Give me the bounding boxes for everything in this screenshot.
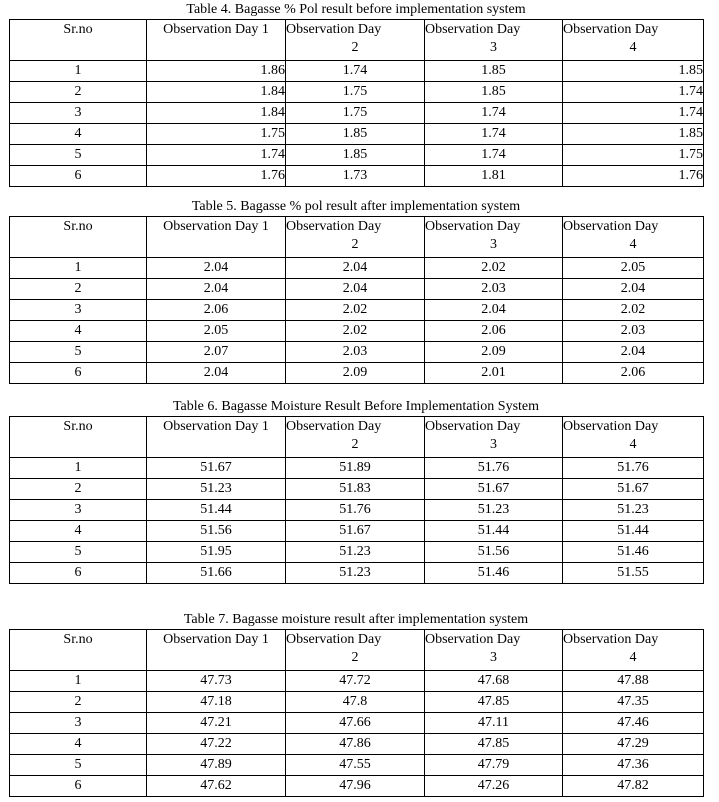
cell-value: 47.55: [286, 755, 425, 776]
cell-value: 2.09: [286, 363, 425, 384]
table-row: [10, 342, 704, 363]
cell-srno: 5: [10, 542, 147, 563]
cell-srno: 5: [10, 145, 147, 166]
cell-value: 47.85: [425, 734, 563, 755]
cell-srno: 6: [10, 776, 147, 797]
data-table: [9, 416, 704, 584]
cell-value: 2.05: [147, 321, 286, 342]
cell-value: 2.06: [563, 363, 704, 384]
cell-srno: 5: [10, 342, 147, 363]
table-row: [10, 363, 704, 384]
header-day-label: Observation Day: [286, 419, 382, 434]
cell-value: 1.73: [286, 166, 425, 187]
cell-value: 47.79: [425, 755, 563, 776]
cell-value: 47.22: [147, 734, 286, 755]
cell-value: 2.03: [563, 321, 704, 342]
cell-value: 2.09: [425, 342, 563, 363]
table-row: [10, 279, 704, 300]
cell-value: 1.85: [563, 61, 704, 82]
table-row: [10, 124, 704, 145]
cell-srno: 2: [10, 279, 147, 300]
header-day-3: [425, 20, 563, 61]
header-day-label: Observation Day: [286, 632, 382, 647]
cell-value: 51.56: [147, 521, 286, 542]
cell-value: 2.02: [286, 321, 425, 342]
cell-value: 1.75: [286, 82, 425, 103]
table-caption: Table 7. Bagasse moisture result after implementation system: [183, 612, 529, 627]
cell-srno: 1: [10, 258, 147, 279]
header-day-3: [425, 217, 563, 258]
cell-value: 47.29: [563, 734, 704, 755]
header-row: [10, 20, 704, 61]
table-header: [10, 417, 704, 458]
cell-value: 47.66: [286, 713, 425, 734]
header-day-label: Observation Day: [563, 22, 659, 37]
table-body: [10, 458, 704, 584]
header-day-4: [563, 217, 704, 258]
cell-value: 51.76: [286, 500, 425, 521]
cell-srno: 3: [10, 713, 147, 734]
cell-value: 2.03: [425, 279, 563, 300]
header-day-4: [563, 417, 704, 458]
cell-value: 51.67: [286, 521, 425, 542]
cell-value: 2.04: [286, 279, 425, 300]
cell-value: 47.68: [425, 671, 563, 692]
cell-value: 51.76: [563, 458, 704, 479]
table-caption: Table 5. Bagasse % pol result after implementation system: [191, 199, 521, 214]
cell-value: 1.74: [286, 61, 425, 82]
table-row: [10, 145, 704, 166]
cell-srno: 2: [10, 82, 147, 103]
cell-value: 51.76: [425, 458, 563, 479]
table-row: [10, 300, 704, 321]
header-srno: Sr.no: [10, 630, 147, 671]
cell-value: 51.46: [563, 542, 704, 563]
cell-value: 2.06: [147, 300, 286, 321]
header-day-4: [563, 630, 704, 671]
table-header: [10, 217, 704, 258]
header-day-number: 2: [351, 650, 359, 665]
table-header: [10, 630, 704, 671]
header-day-2: [286, 417, 425, 458]
header-row: [10, 417, 704, 458]
cell-value: 1.74: [563, 82, 704, 103]
cell-value: 2.04: [147, 258, 286, 279]
table-row: [10, 166, 704, 187]
header-day-1: Observation Day 1: [147, 630, 286, 671]
header-srno: Sr.no: [10, 417, 147, 458]
header-day-number: 2: [351, 40, 359, 55]
header-day-label: Observation Day: [425, 219, 521, 234]
cell-value: 47.73: [147, 671, 286, 692]
table-block-5: [9, 198, 703, 384]
cell-srno: 3: [10, 103, 147, 124]
cell-value: 47.36: [563, 755, 704, 776]
cell-srno: 4: [10, 321, 147, 342]
table-block-7: [9, 611, 703, 797]
table-row: [10, 563, 704, 584]
table-body: [10, 671, 704, 797]
table-row: [10, 458, 704, 479]
cell-value: 1.76: [563, 166, 704, 187]
cell-value: 47.82: [563, 776, 704, 797]
table-row: [10, 479, 704, 500]
header-day-2: [286, 217, 425, 258]
header-day-number: 3: [490, 650, 497, 665]
cell-srno: 3: [10, 300, 147, 321]
header-row: [10, 630, 704, 671]
cell-value: 51.44: [425, 521, 563, 542]
cell-value: 47.86: [286, 734, 425, 755]
cell-value: 1.76: [147, 166, 286, 187]
cell-srno: 1: [10, 458, 147, 479]
cell-value: 47.11: [425, 713, 563, 734]
cell-value: 2.07: [147, 342, 286, 363]
cell-value: 51.67: [563, 479, 704, 500]
table-row: [10, 755, 704, 776]
cell-value: 51.95: [147, 542, 286, 563]
cell-value: 47.35: [563, 692, 704, 713]
cell-value: 1.74: [425, 103, 563, 124]
table-row: [10, 542, 704, 563]
header-day-label: Observation Day: [563, 219, 659, 234]
cell-value: 51.46: [425, 563, 563, 584]
table-block-4: [9, 1, 703, 187]
cell-value: 47.46: [563, 713, 704, 734]
cell-value: 51.55: [563, 563, 704, 584]
cell-srno: 6: [10, 166, 147, 187]
header-day-number: 4: [629, 40, 637, 55]
header-day-number: 4: [629, 237, 637, 252]
cell-srno: 3: [10, 500, 147, 521]
table-row: [10, 671, 704, 692]
header-row: [10, 217, 704, 258]
cell-value: 51.44: [563, 521, 704, 542]
cell-srno: 4: [10, 124, 147, 145]
cell-value: 1.85: [563, 124, 704, 145]
cell-srno: 2: [10, 692, 147, 713]
cell-value: 51.66: [147, 563, 286, 584]
cell-value: 51.83: [286, 479, 425, 500]
data-table: [9, 216, 704, 384]
header-day-number: 3: [490, 237, 497, 252]
cell-srno: 5: [10, 755, 147, 776]
cell-value: 51.44: [147, 500, 286, 521]
cell-value: 2.04: [563, 342, 704, 363]
cell-srno: 4: [10, 521, 147, 542]
header-day-1: Observation Day 1: [147, 20, 286, 61]
table-row: [10, 258, 704, 279]
cell-value: 47.26: [425, 776, 563, 797]
header-day-3: [425, 417, 563, 458]
cell-value: 51.23: [425, 500, 563, 521]
table-header: [10, 20, 704, 61]
cell-value: 2.01: [425, 363, 563, 384]
header-day-2: [286, 630, 425, 671]
header-srno: Sr.no: [10, 20, 147, 61]
table-caption: Table 6. Bagasse Moisture Result Before Implementation System: [172, 399, 540, 414]
cell-value: 2.03: [286, 342, 425, 363]
cell-value: 47.18: [147, 692, 286, 713]
cell-value: 47.21: [147, 713, 286, 734]
cell-value: 51.89: [286, 458, 425, 479]
table-row: [10, 103, 704, 124]
cell-value: 2.02: [286, 300, 425, 321]
cell-value: 1.74: [147, 145, 286, 166]
cell-value: 1.81: [425, 166, 563, 187]
header-day-label: Observation Day: [563, 632, 659, 647]
cell-value: 2.04: [425, 300, 563, 321]
data-table: [9, 629, 704, 797]
cell-value: 47.72: [286, 671, 425, 692]
cell-value: 1.85: [425, 82, 563, 103]
cell-srno: 6: [10, 363, 147, 384]
table-row: [10, 82, 704, 103]
cell-value: 1.74: [563, 103, 704, 124]
cell-value: 2.04: [563, 279, 704, 300]
cell-value: 47.8: [286, 692, 425, 713]
cell-value: 51.67: [425, 479, 563, 500]
cell-srno: 1: [10, 61, 147, 82]
cell-value: 2.06: [425, 321, 563, 342]
cell-value: 1.85: [286, 145, 425, 166]
table-body: [10, 258, 704, 384]
cell-value: 1.86: [147, 61, 286, 82]
header-day-label: Observation Day: [286, 22, 382, 37]
cell-value: 1.74: [425, 124, 563, 145]
table-row: [10, 776, 704, 797]
cell-value: 51.23: [563, 500, 704, 521]
cell-srno: 4: [10, 734, 147, 755]
table-row: [10, 500, 704, 521]
header-day-label: Observation Day: [425, 22, 521, 37]
cell-value: 1.75: [147, 124, 286, 145]
header-day-label: Observation Day: [425, 419, 521, 434]
header-day-3: [425, 630, 563, 671]
header-day-number: 4: [629, 650, 637, 665]
cell-srno: 6: [10, 563, 147, 584]
cell-value: 2.02: [425, 258, 563, 279]
cell-value: 47.62: [147, 776, 286, 797]
header-day-2: [286, 20, 425, 61]
cell-value: 2.02: [563, 300, 704, 321]
cell-value: 47.89: [147, 755, 286, 776]
cell-value: 47.96: [286, 776, 425, 797]
table-row: [10, 734, 704, 755]
header-day-label: Observation Day: [425, 632, 521, 647]
cell-value: 51.23: [286, 563, 425, 584]
cell-value: 1.84: [147, 103, 286, 124]
header-day-number: 3: [490, 437, 497, 452]
table-row: [10, 321, 704, 342]
table-row: [10, 61, 704, 82]
table-row: [10, 713, 704, 734]
cell-value: 2.04: [147, 279, 286, 300]
cell-srno: 2: [10, 479, 147, 500]
header-day-label: Observation Day: [286, 219, 382, 234]
header-day-label: Observation Day: [563, 419, 659, 434]
header-day-number: 2: [351, 437, 359, 452]
cell-value: 1.74: [425, 145, 563, 166]
cell-value: 47.88: [563, 671, 704, 692]
header-day-number: 3: [490, 40, 497, 55]
cell-value: 1.75: [286, 103, 425, 124]
cell-value: 1.84: [147, 82, 286, 103]
header-day-1: Observation Day 1: [147, 217, 286, 258]
table-block-6: [9, 398, 703, 584]
cell-value: 51.56: [425, 542, 563, 563]
cell-value: 2.04: [147, 363, 286, 384]
cell-value: 51.23: [286, 542, 425, 563]
data-table: [9, 19, 704, 187]
table-row: [10, 692, 704, 713]
table-row: [10, 521, 704, 542]
cell-srno: 1: [10, 671, 147, 692]
cell-value: 2.05: [563, 258, 704, 279]
cell-value: 51.67: [147, 458, 286, 479]
cell-value: 1.85: [425, 61, 563, 82]
cell-value: 1.85: [286, 124, 425, 145]
header-srno: Sr.no: [10, 217, 147, 258]
cell-value: 1.75: [563, 145, 704, 166]
header-day-number: 4: [629, 437, 637, 452]
header-day-1: Observation Day 1: [147, 417, 286, 458]
cell-value: 47.85: [425, 692, 563, 713]
cell-value: 51.23: [147, 479, 286, 500]
header-day-number: 2: [351, 237, 359, 252]
cell-value: 2.04: [286, 258, 425, 279]
header-day-4: [563, 20, 704, 61]
table-body: [10, 61, 704, 187]
table-caption: Table 4. Bagasse % Pol result before implementation system: [186, 2, 526, 17]
